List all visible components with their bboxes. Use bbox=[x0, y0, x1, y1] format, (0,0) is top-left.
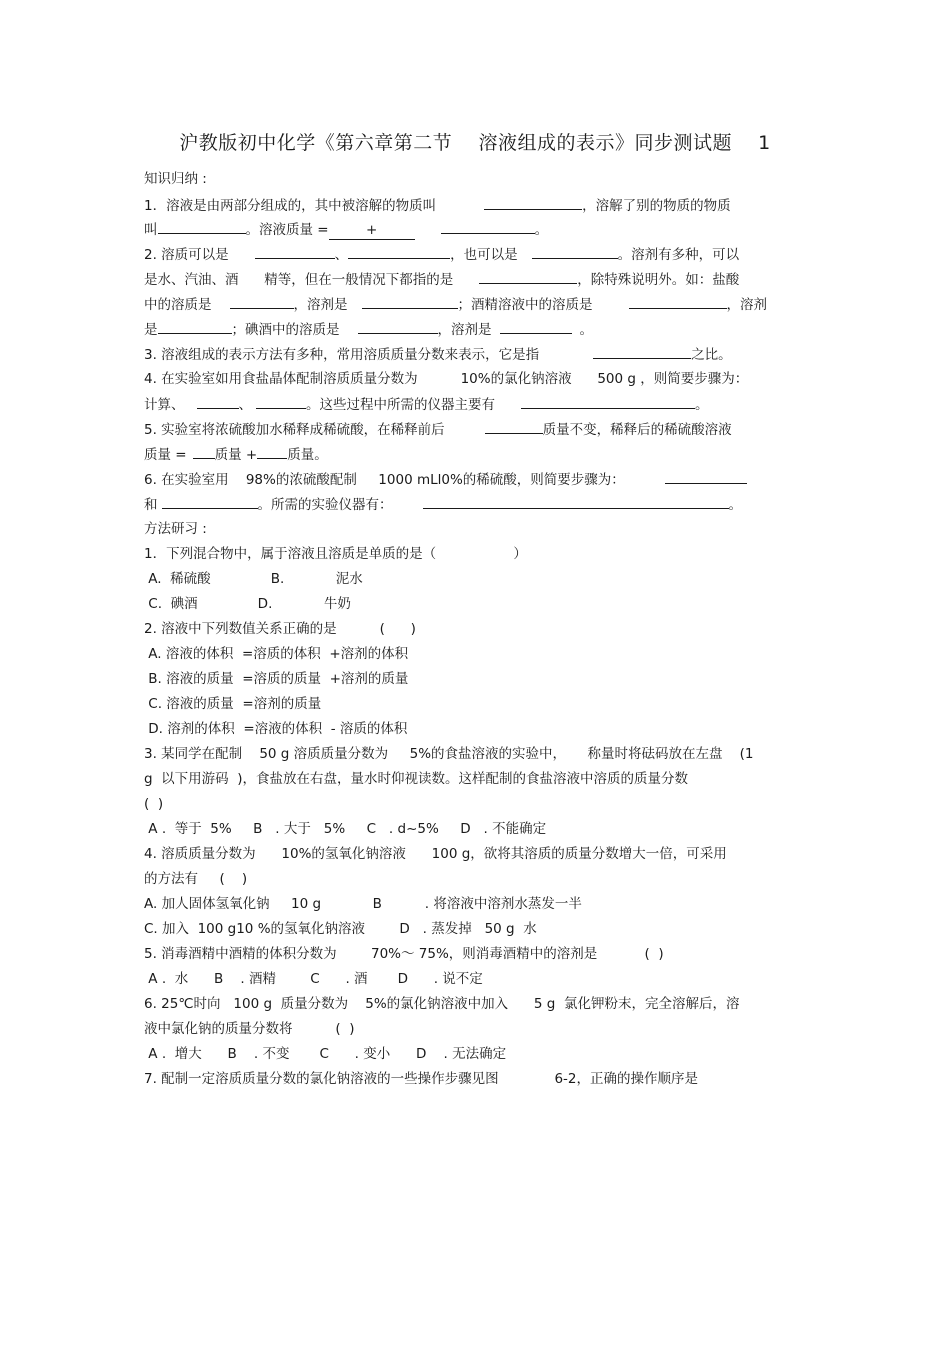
knowledge-4-line-2: 计算、 、 。这些过程中所需的仪器主要有 。 bbox=[144, 397, 709, 413]
blank-hcl-solvent[interactable] bbox=[362, 295, 458, 309]
blank-solution-mass-1[interactable]: + bbox=[329, 221, 415, 240]
question-1-options-cd: C. 碘酒 D. 牛奶 bbox=[144, 596, 351, 612]
question-2-option-a: A. 溶液的体积 =溶质的体积 +溶剂的体积 bbox=[144, 646, 409, 662]
question-2-stem: 2. 溶液中下列数值关系正确的是 ( ) bbox=[144, 621, 416, 637]
blank-mass-part-1[interactable] bbox=[193, 445, 215, 459]
knowledge-1-line-1: 1．溶液是由两部分组成的，其中被溶解的物质叫 ，溶解了别的物质的物质 bbox=[144, 198, 731, 214]
blank-iodine-solvent[interactable] bbox=[500, 320, 572, 334]
blank-mass-part-2[interactable] bbox=[257, 445, 287, 459]
section-method-heading: 方法研习 : bbox=[144, 521, 207, 537]
blank-step-2[interactable] bbox=[197, 395, 239, 409]
question-6-line-2: 液中氯化钠的质量分数将 ( ) bbox=[144, 1021, 355, 1037]
knowledge-6-line-1: 6. 在实验室用 98%的浓硫酸配制 1000 mLl0%的稀硫酸，则简要步骤为： bbox=[144, 470, 747, 488]
question-3-line-2: g 以下用游码 )，食盐放在右盘，量水时仰视读数。这样配制的食盐溶液中溶质的质量分数 bbox=[144, 771, 689, 787]
question-2-option-d: D. 溶剂的体积 =溶液的体积 - 溶质的体积 bbox=[144, 721, 408, 737]
blank-iodine-solute[interactable] bbox=[358, 320, 438, 334]
knowledge-4-line-1: 4. 在实验室如用食盐晶体配制溶质质量分数为 10%的氯化钠溶液 500 g ，则简要步骤为： bbox=[144, 371, 749, 387]
knowledge-1-line-2: 叫 。溶液质量 = + 。 bbox=[144, 222, 549, 238]
knowledge-2-line-1: 2. 溶质可以是 、 ，也可以是 。溶剂有多种，可以 bbox=[144, 247, 740, 263]
knowledge-2-line-3: 中的溶质是 ，溶剂是 ；酒精溶液中的溶质是 ，溶剂 bbox=[144, 297, 767, 313]
blank-solute-state-2[interactable] bbox=[348, 245, 450, 259]
knowledge-3-line: 3. 溶液组成的表示方法有多种，常用溶质质量分数来表示，它是指 之比。 bbox=[144, 347, 732, 363]
blank-solute-state-1[interactable] bbox=[255, 245, 335, 259]
question-3-options: A . 等于 5% B . 大于 5% C . d~5% D . 不能确定 bbox=[144, 821, 547, 837]
question-2-option-b: B. 溶液的质量 =溶质的质量 +溶剂的质量 bbox=[144, 671, 409, 687]
question-4-options-ab: A. 加人固体氢氧化钠 10 g B . 将溶液中溶剂水蒸发一半 bbox=[144, 896, 582, 912]
blank-default-solvent[interactable] bbox=[479, 270, 577, 284]
blank-unchanged-mass[interactable] bbox=[485, 420, 543, 434]
blank-step-3[interactable] bbox=[256, 395, 306, 409]
blank-hcl-solute[interactable] bbox=[230, 295, 294, 309]
question-4-options-cd: C. 加入 100 g10 %的氢氧化钠溶液 D . 蒸发掉 50 g 水 bbox=[144, 921, 537, 937]
question-1-stem: 1．下列混合物中，属于溶液且溶质是单质的是（ ） bbox=[144, 546, 527, 562]
section-knowledge-heading: 知识归纳 : bbox=[144, 171, 207, 187]
question-1-options-ab: A. 稀硫酸 B. 泥水 bbox=[144, 571, 363, 587]
question-7-line-1: 7. 配制一定溶质质量分数的氯化钠溶液的一些操作步骤见图 6-2，正确的操作顺序是 bbox=[144, 1071, 699, 1087]
knowledge-2-line-4: 是 ；碘酒中的溶质是 ，溶剂是 。 bbox=[144, 322, 593, 338]
blank-dilution-step-1[interactable] bbox=[665, 470, 747, 484]
blank-alcohol-solvent[interactable] bbox=[158, 320, 232, 334]
blank-dilution-instruments[interactable] bbox=[423, 495, 729, 509]
question-6-line-1: 6. 25℃时向 100 g 质量分数为 5%的氯化钠溶液中加入 5 g 氯化钾粉末，完全溶解后，溶 bbox=[144, 996, 740, 1012]
knowledge-6-line-2: 和 。所需的实验仪器有： 。 bbox=[144, 497, 742, 513]
blank-solvent[interactable] bbox=[158, 220, 246, 234]
knowledge-2-line-2: 是水、汽油、酒 精等，但在一般情况下都指的是 ，除特殊说明外。如：盐酸 bbox=[144, 272, 740, 288]
page-title: 沪教版初中化学《第六章第二节 溶液组成的表示》同步测试题 1 bbox=[179, 132, 771, 154]
blank-dilution-step-2[interactable] bbox=[162, 495, 258, 509]
question-5-options: A . 水 B . 酒精 C . 酒 D . 说不定 bbox=[144, 971, 483, 987]
question-6-options: A . 增大 B . 不变 C . 变小 D . 无法确定 bbox=[144, 1046, 507, 1062]
question-3-line-1: 3. 某同学在配制 50 g 溶质质量分数为 5%的食盐溶液的实验中， 称量时将砝码放在左盘 (1 bbox=[144, 746, 754, 762]
blank-alcohol-solute[interactable] bbox=[629, 295, 727, 309]
knowledge-5-line-1: 5. 实验室将浓硫酸加水稀释成稀硫酸，在稀释前后 质量不变，稀释后的稀硫酸溶液 bbox=[144, 422, 732, 438]
question-3-answer-bracket: ( ) bbox=[144, 796, 164, 812]
blank-solute-state-3[interactable] bbox=[532, 245, 618, 259]
blank-solution-mass-2[interactable] bbox=[441, 220, 535, 234]
question-4-line-2: 的方法有 ( ) bbox=[144, 871, 248, 887]
question-2-option-c: C. 溶液的质量 =溶剂的质量 bbox=[144, 696, 322, 712]
blank-instruments[interactable] bbox=[521, 395, 695, 409]
blank-solute[interactable] bbox=[484, 196, 582, 210]
question-5-stem: 5. 消毒酒精中酒精的体积分数为 70%～ 75%，则消毒酒精中的溶剂是 ( ) bbox=[144, 946, 664, 962]
question-4-line-1: 4. 溶质质量分数为 10%的氢氧化钠溶液 100 g，欲将其溶质的质量分数增大一倍，可采用 bbox=[144, 846, 727, 862]
blank-mass-fraction[interactable] bbox=[593, 345, 691, 359]
knowledge-5-line-2: 质量 = 质量 + 质量。 bbox=[144, 447, 328, 463]
